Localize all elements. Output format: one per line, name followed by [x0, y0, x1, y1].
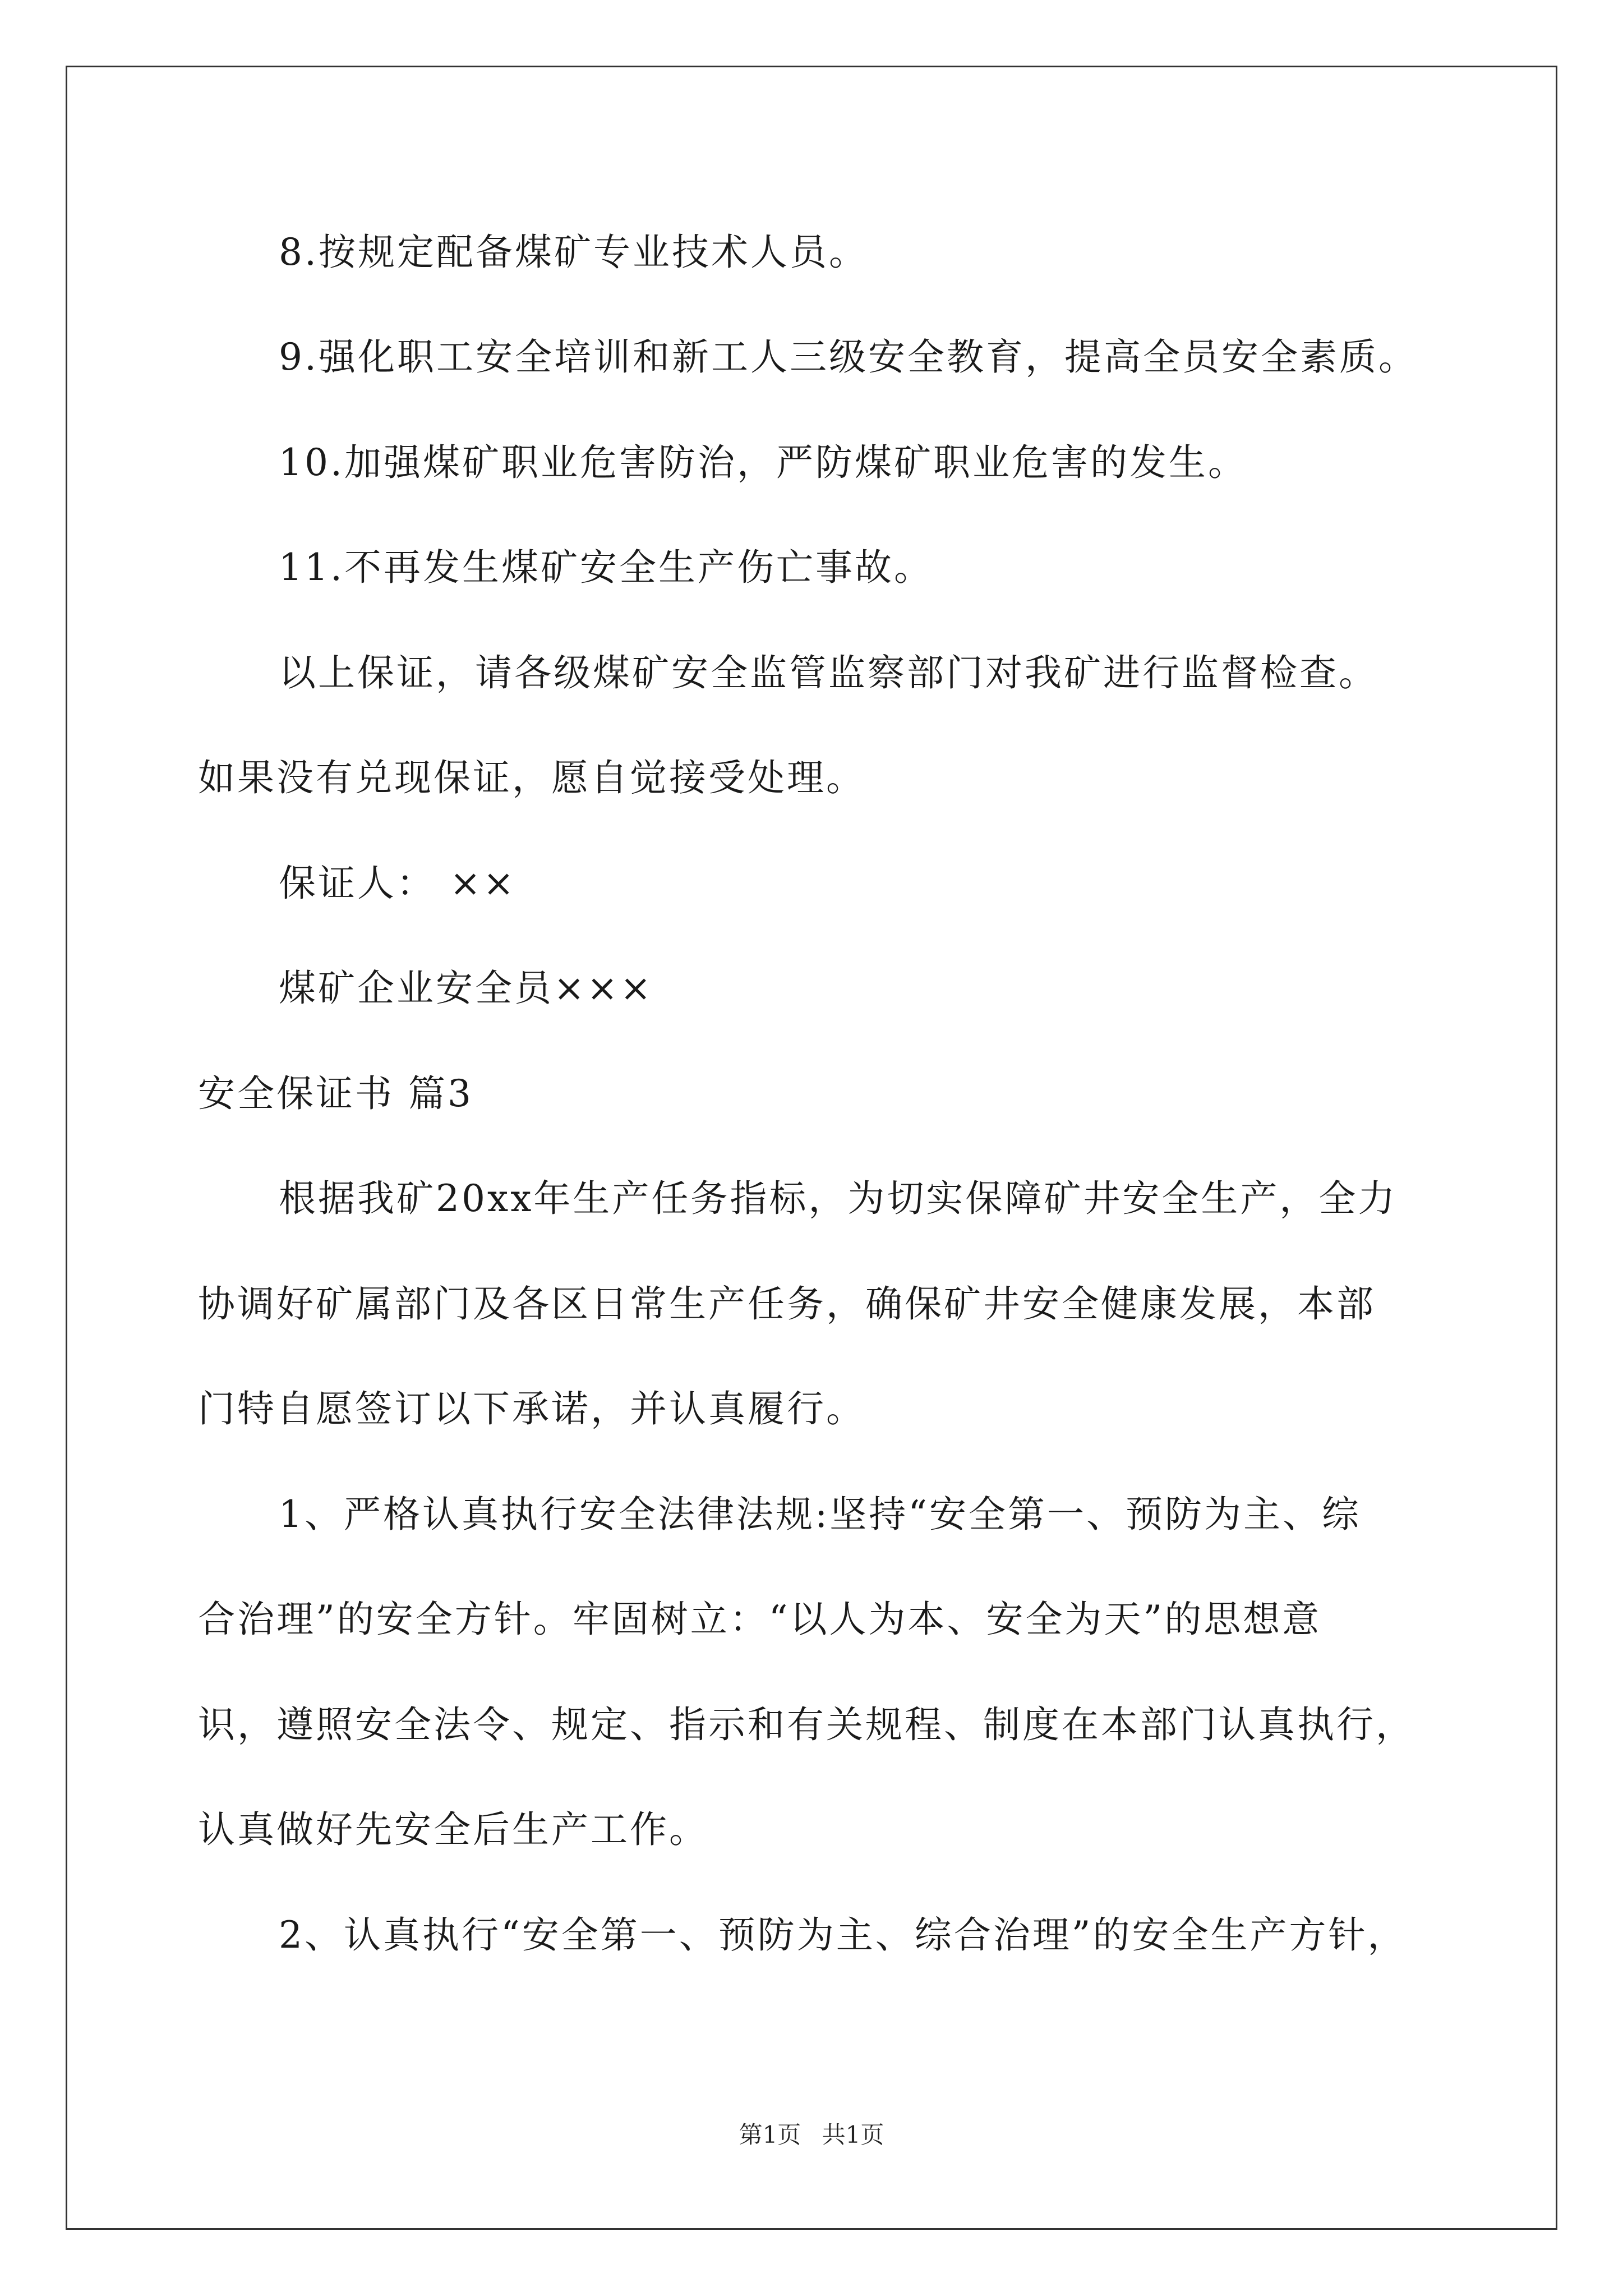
text-line-item-9: 9.强化职工安全培训和新工人三级安全教育，提高全员安全素质。: [279, 335, 1418, 379]
text-line-intro-3: 门特自愿签订以下承诺，并认真履行。: [198, 1387, 865, 1430]
page-border: [66, 66, 1557, 2230]
text-line-item-11: 11.不再发生煤矿安全生产伤亡事故。: [279, 546, 933, 589]
text-line-guarantee: 以上保证，请各级煤矿安全监管监察部门对我矿进行监督检查。: [279, 651, 1378, 694]
text-line-guarantee-cont: 如果没有兑现保证，愿自觉接受处理。: [198, 756, 865, 799]
text-line-item-10: 10.加强煤矿职业危害防治，严防煤矿职业危害的发生。: [279, 441, 1247, 484]
text-line-item-8: 8.按规定配备煤矿专业技术人员。: [279, 231, 868, 274]
text-line-intro-2: 协调好矿属部门及各区日常生产任务，确保矿井安全健康发展，本部: [198, 1282, 1376, 1326]
text-line-point-1b: 合治理”的安全方针。牢固树立：“以人为本、安全为天”的思想意: [198, 1598, 1322, 1641]
text-line-point-2a: 2、认真执行“安全第一、预防为主、综合治理”的安全生产方针，: [279, 1913, 1407, 1957]
text-line-point-1a: 1、严格认真执行安全法律法规:坚持“安全第一、预防为主、综: [279, 1493, 1361, 1536]
text-line-point-1c: 识，遵照安全法令、规定、指示和有关规程、制度在本部门认真执行，: [198, 1703, 1415, 1746]
safety-officer-line: 煤矿企业安全员×××: [279, 967, 653, 1010]
text-line-intro-1: 根据我矿20xx年生产任务指标，为切实保障矿井安全生产，全力: [279, 1177, 1398, 1220]
page-total: 共1页: [822, 2121, 884, 2148]
section-heading: 安全保证书 篇3: [198, 1072, 473, 1115]
page-number: 第1页: [739, 2121, 801, 2148]
text-line-point-1d: 认真做好先安全后生产工作。: [198, 1808, 708, 1851]
guarantor-line: 保证人： ××: [279, 862, 517, 905]
page-footer: [0, 2119, 1623, 2151]
